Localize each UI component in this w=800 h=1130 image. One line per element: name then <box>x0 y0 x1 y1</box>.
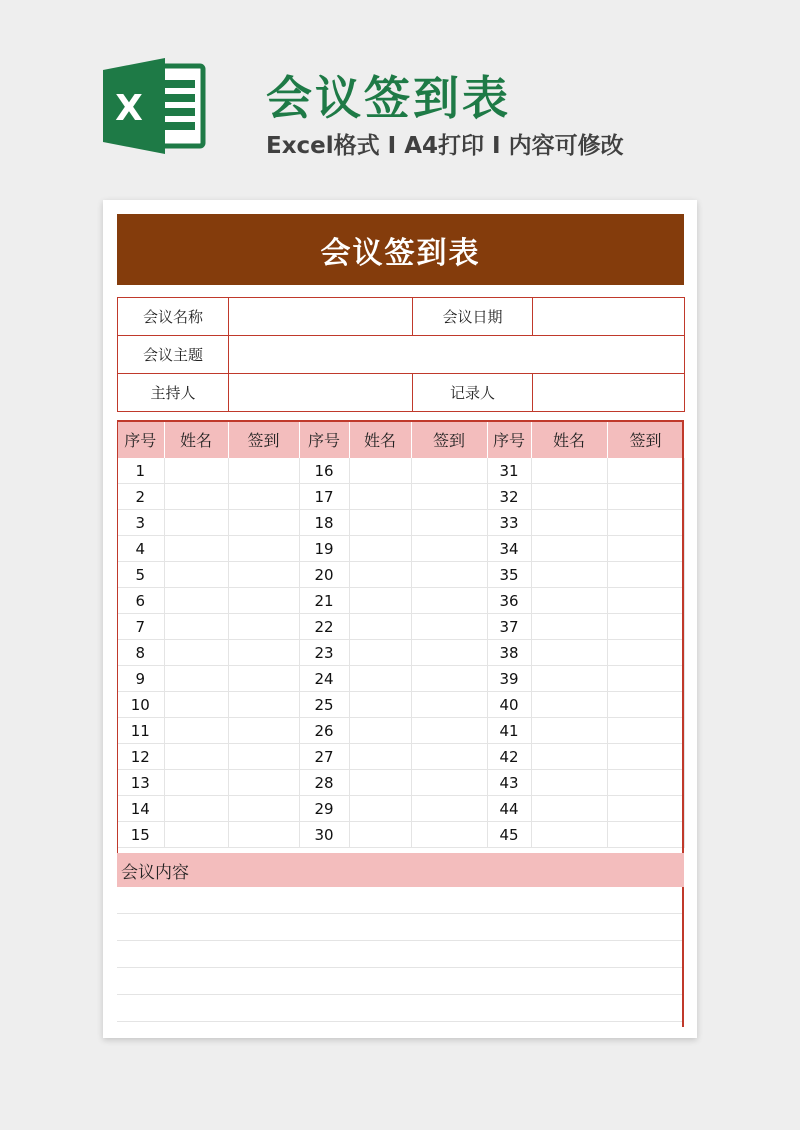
name-cell[interactable] <box>531 744 607 770</box>
name-cell[interactable] <box>531 458 607 484</box>
row-number: 1 <box>117 458 164 484</box>
row-number: 9 <box>117 666 164 692</box>
signature-cell[interactable] <box>228 770 299 796</box>
name-cell[interactable] <box>164 770 228 796</box>
signature-cell[interactable] <box>228 822 299 848</box>
table-row <box>117 718 684 744</box>
table-row <box>117 640 684 666</box>
row-number: 18 <box>299 510 349 536</box>
row-number: 5 <box>117 562 164 588</box>
signature-cell[interactable] <box>607 458 684 484</box>
signature-cell[interactable] <box>607 666 684 692</box>
table-row <box>117 770 684 796</box>
row-number: 17 <box>299 484 349 510</box>
signature-cell[interactable] <box>607 692 684 718</box>
name-cell[interactable] <box>349 718 411 744</box>
name-cell[interactable] <box>531 666 607 692</box>
template-header <box>0 0 800 200</box>
row-number: 45 <box>487 822 531 848</box>
name-cell[interactable] <box>164 588 228 614</box>
name-cell[interactable] <box>349 822 411 848</box>
name-cell[interactable] <box>531 484 607 510</box>
name-cell[interactable] <box>531 796 607 822</box>
row-number: 22 <box>299 614 349 640</box>
signature-cell[interactable] <box>607 822 684 848</box>
row-number: 29 <box>299 796 349 822</box>
name-cell[interactable] <box>164 614 228 640</box>
name-cell[interactable] <box>531 692 607 718</box>
signature-cell[interactable] <box>411 666 487 692</box>
signature-cell[interactable] <box>228 614 299 640</box>
recorder-label: 记录人 <box>413 374 533 412</box>
signature-cell[interactable] <box>411 510 487 536</box>
row-number: 19 <box>299 536 349 562</box>
content-line <box>117 914 682 941</box>
name-cell[interactable] <box>164 510 228 536</box>
signature-cell[interactable] <box>607 614 684 640</box>
signature-cell[interactable] <box>228 744 299 770</box>
host-field[interactable] <box>229 374 413 412</box>
meeting-content-area[interactable] <box>117 887 684 1027</box>
column-header: 签到 <box>228 420 299 458</box>
name-cell[interactable] <box>164 796 228 822</box>
signature-cell[interactable] <box>411 484 487 510</box>
name-cell[interactable] <box>349 458 411 484</box>
signature-cell[interactable] <box>411 562 487 588</box>
signature-cell[interactable] <box>411 692 487 718</box>
row-number: 16 <box>299 458 349 484</box>
name-cell[interactable] <box>531 822 607 848</box>
row-number: 3 <box>117 510 164 536</box>
row-number: 2 <box>117 484 164 510</box>
page-subtitle: Excel格式 I A4打印 I 内容可修改 <box>266 133 624 159</box>
row-number: 7 <box>117 614 164 640</box>
sign-in-header-row <box>117 420 684 458</box>
row-number: 26 <box>299 718 349 744</box>
signature-cell[interactable] <box>228 666 299 692</box>
name-cell[interactable] <box>531 510 607 536</box>
signature-cell[interactable] <box>228 458 299 484</box>
row-number: 11 <box>117 718 164 744</box>
name-cell[interactable] <box>349 484 411 510</box>
signature-cell[interactable] <box>411 718 487 744</box>
signature-cell[interactable] <box>228 588 299 614</box>
row-number: 10 <box>117 692 164 718</box>
row-number: 31 <box>487 458 531 484</box>
row-number: 8 <box>117 640 164 666</box>
signature-cell[interactable] <box>228 562 299 588</box>
signature-cell[interactable] <box>411 614 487 640</box>
table-row <box>117 692 684 718</box>
row-number: 40 <box>487 692 531 718</box>
name-cell[interactable] <box>349 666 411 692</box>
row-number: 37 <box>487 614 531 640</box>
signature-cell[interactable] <box>607 588 684 614</box>
row-number: 38 <box>487 640 531 666</box>
column-header: 序号 <box>299 420 349 458</box>
row-number: 43 <box>487 770 531 796</box>
name-cell[interactable] <box>164 536 228 562</box>
table-row <box>117 744 684 770</box>
signature-cell[interactable] <box>228 536 299 562</box>
sign-in-table <box>117 420 685 848</box>
signature-cell[interactable] <box>607 718 684 744</box>
row-number: 13 <box>117 770 164 796</box>
table-row <box>117 536 684 562</box>
name-cell[interactable] <box>531 640 607 666</box>
signature-cell[interactable] <box>411 640 487 666</box>
name-cell[interactable] <box>531 536 607 562</box>
meeting-date-field[interactable] <box>533 298 685 336</box>
signature-cell[interactable] <box>607 640 684 666</box>
row-number: 36 <box>487 588 531 614</box>
signature-cell[interactable] <box>411 796 487 822</box>
name-cell[interactable] <box>349 796 411 822</box>
signature-cell[interactable] <box>228 718 299 744</box>
row-number: 6 <box>117 588 164 614</box>
content-line <box>117 887 682 914</box>
content-line <box>117 995 682 1022</box>
table-row <box>117 822 684 848</box>
signature-cell[interactable] <box>607 510 684 536</box>
name-cell[interactable] <box>164 666 228 692</box>
name-cell[interactable] <box>349 640 411 666</box>
sheet-title: 会议签到表 <box>117 214 684 285</box>
excel-logo-letter: X <box>115 88 143 129</box>
signature-cell[interactable] <box>411 536 487 562</box>
meeting-topic-label: 会议主题 <box>118 336 229 374</box>
table-row <box>117 484 684 510</box>
name-cell[interactable] <box>349 536 411 562</box>
signature-cell[interactable] <box>607 770 684 796</box>
name-cell[interactable] <box>349 692 411 718</box>
table-row <box>117 510 684 536</box>
row-number: 33 <box>487 510 531 536</box>
recorder-field[interactable] <box>533 374 685 412</box>
row-number: 39 <box>487 666 531 692</box>
signature-cell[interactable] <box>228 692 299 718</box>
signature-cell[interactable] <box>411 588 487 614</box>
signature-cell[interactable] <box>411 822 487 848</box>
signature-cell[interactable] <box>411 770 487 796</box>
row-number: 30 <box>299 822 349 848</box>
meeting-topic-field[interactable] <box>229 336 685 374</box>
name-cell[interactable] <box>349 562 411 588</box>
column-header: 姓名 <box>531 420 607 458</box>
signature-cell[interactable] <box>411 458 487 484</box>
name-cell[interactable] <box>349 744 411 770</box>
row-number: 12 <box>117 744 164 770</box>
table-row <box>117 614 684 640</box>
meeting-content-label: 会议内容 <box>117 853 684 887</box>
name-cell[interactable] <box>531 614 607 640</box>
row-number: 15 <box>117 822 164 848</box>
signature-cell[interactable] <box>607 744 684 770</box>
content-line <box>117 968 682 995</box>
name-cell[interactable] <box>349 588 411 614</box>
row-number: 44 <box>487 796 531 822</box>
name-cell[interactable] <box>531 562 607 588</box>
excel-icon <box>103 58 207 154</box>
signature-cell[interactable] <box>228 484 299 510</box>
name-cell[interactable] <box>349 510 411 536</box>
page-title: 会议签到表 <box>266 71 511 125</box>
name-cell[interactable] <box>164 692 228 718</box>
meeting-name-label: 会议名称 <box>118 298 229 336</box>
signature-cell[interactable] <box>607 796 684 822</box>
content-line <box>117 941 682 968</box>
name-cell[interactable] <box>164 458 228 484</box>
row-number: 21 <box>299 588 349 614</box>
signature-cell[interactable] <box>228 640 299 666</box>
name-cell[interactable] <box>349 614 411 640</box>
signature-cell[interactable] <box>607 562 684 588</box>
row-number: 14 <box>117 796 164 822</box>
signature-cell[interactable] <box>411 744 487 770</box>
row-number: 41 <box>487 718 531 744</box>
row-number: 25 <box>299 692 349 718</box>
row-number: 4 <box>117 536 164 562</box>
column-header: 签到 <box>411 420 487 458</box>
row-number: 32 <box>487 484 531 510</box>
name-cell[interactable] <box>164 744 228 770</box>
row-number: 34 <box>487 536 531 562</box>
signature-cell[interactable] <box>607 536 684 562</box>
name-cell[interactable] <box>164 562 228 588</box>
row-number: 28 <box>299 770 349 796</box>
meeting-date-label: 会议日期 <box>413 298 533 336</box>
name-cell[interactable] <box>164 640 228 666</box>
table-row <box>117 796 684 822</box>
name-cell[interactable] <box>349 770 411 796</box>
column-header: 姓名 <box>164 420 228 458</box>
name-cell[interactable] <box>164 822 228 848</box>
meeting-info-table <box>117 297 685 412</box>
row-number: 20 <box>299 562 349 588</box>
table-row <box>117 666 684 692</box>
row-number: 42 <box>487 744 531 770</box>
name-cell[interactable] <box>164 484 228 510</box>
column-header: 姓名 <box>349 420 411 458</box>
name-cell[interactable] <box>164 718 228 744</box>
meeting-name-field[interactable] <box>229 298 413 336</box>
document-sheet <box>103 200 697 1038</box>
signature-cell[interactable] <box>607 484 684 510</box>
column-header: 签到 <box>607 420 684 458</box>
name-cell[interactable] <box>531 718 607 744</box>
name-cell[interactable] <box>531 770 607 796</box>
row-number: 24 <box>299 666 349 692</box>
signature-cell[interactable] <box>228 796 299 822</box>
row-number: 27 <box>299 744 349 770</box>
signature-cell[interactable] <box>228 510 299 536</box>
name-cell[interactable] <box>531 588 607 614</box>
row-number: 35 <box>487 562 531 588</box>
table-row <box>117 458 684 484</box>
column-header: 序号 <box>487 420 531 458</box>
table-row <box>117 588 684 614</box>
row-number: 23 <box>299 640 349 666</box>
host-label: 主持人 <box>118 374 229 412</box>
column-header: 序号 <box>117 420 164 458</box>
table-row <box>117 562 684 588</box>
